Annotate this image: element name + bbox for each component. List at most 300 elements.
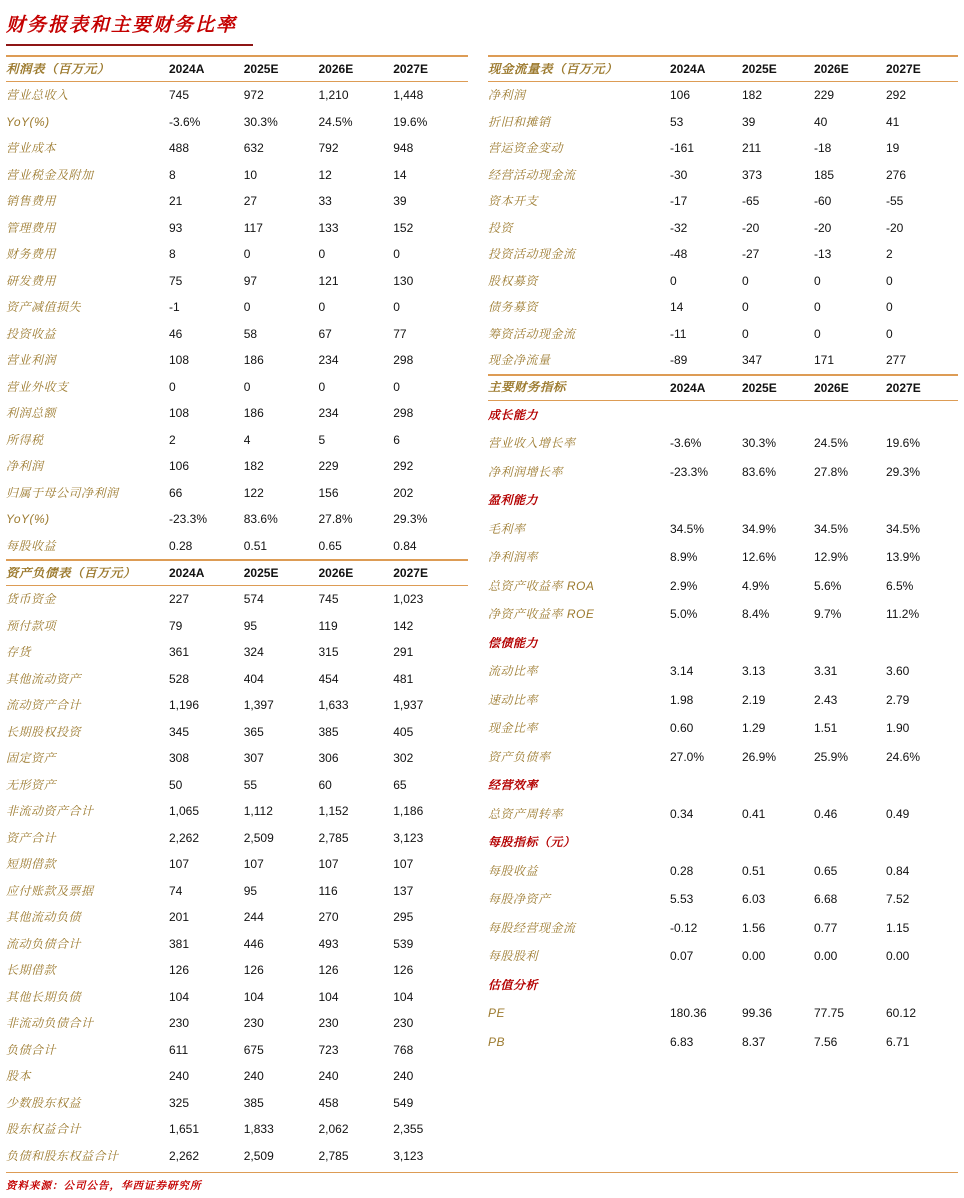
cell-value: 315 (318, 646, 339, 659)
table-row (6, 109, 468, 136)
table-row (488, 999, 958, 1028)
table-title: 主要财务指标 (488, 381, 567, 394)
table-row (6, 453, 468, 480)
cell-value: 745 (169, 89, 190, 102)
cell-value: -13 (814, 248, 832, 261)
cell-value: 0.28 (169, 539, 193, 552)
cell-value: 12.9% (814, 551, 849, 564)
table-row (6, 1037, 468, 1064)
cell-value: 126 (393, 964, 414, 977)
cell-value: 106 (670, 89, 691, 102)
row-label: 折旧和摊销 (488, 115, 551, 128)
cell-value: 0.46 (814, 807, 838, 820)
cell-value: 292 (393, 460, 414, 473)
row-label: 营业税金及附加 (6, 168, 94, 181)
table-row (6, 639, 468, 666)
cell-value: 2,509 (243, 831, 274, 844)
cell-value: -65 (742, 195, 760, 208)
row-label: 现金比率 (488, 722, 539, 735)
table-row (6, 1143, 468, 1170)
cell-value: 306 (318, 752, 339, 765)
cell-value: 79 (169, 619, 183, 632)
cell-value: 234 (318, 354, 339, 367)
cell-value: -20 (742, 221, 760, 234)
cell-value: 0.84 (886, 864, 910, 877)
column-header: 2025E (243, 567, 279, 579)
table-row (6, 1116, 468, 1143)
cell-value: 1,633 (318, 699, 349, 712)
table-row (6, 772, 468, 799)
row-label: 营业收入增长率 (488, 437, 576, 450)
cell-value: -30 (670, 168, 688, 181)
table-row (6, 984, 468, 1011)
cell-value: 0.51 (742, 864, 766, 877)
cell-value: -23.3% (169, 513, 208, 526)
cell-value: 528 (169, 672, 190, 685)
cell-value: 632 (243, 142, 264, 155)
cell-value: 26.9% (742, 750, 777, 763)
row-label: 营业利润 (6, 354, 57, 367)
cell-value: 2,262 (169, 831, 200, 844)
cell-value: 27.8% (318, 513, 353, 526)
table-row (6, 851, 468, 878)
row-label: 利润总额 (6, 407, 57, 420)
row-label: 其他流动资产 (6, 672, 82, 685)
table-row (6, 82, 468, 109)
cell-value: 723 (318, 1043, 339, 1056)
cell-value: 27.8% (814, 465, 849, 478)
cell-value: 12 (318, 168, 332, 181)
row-label: 货币资金 (6, 593, 57, 606)
row-label: 债务募资 (488, 301, 539, 314)
cell-value: 74 (169, 884, 183, 897)
cell-value: 298 (393, 354, 414, 367)
row-label: 每股收益 (6, 539, 57, 552)
cell-value: 1,196 (169, 699, 200, 712)
cell-value: 95 (243, 884, 258, 897)
cell-value: 0.65 (318, 539, 342, 552)
cell-value: 0.51 (243, 539, 268, 552)
table-row (6, 480, 468, 507)
page-title: 财务报表和主要财务比率 (6, 8, 253, 46)
row-label: 负债和股东权益合计 (6, 1149, 119, 1162)
column-header: 2025E (742, 63, 777, 75)
cell-value: -55 (886, 195, 904, 208)
cell-value: 5 (318, 433, 326, 446)
table-row (488, 188, 958, 215)
table-row (488, 857, 958, 886)
cell-value: 0.41 (742, 807, 766, 820)
cell-value: 104 (318, 990, 339, 1003)
column-header: 2026E (814, 63, 849, 75)
cell-value: 12.6% (742, 551, 777, 564)
cell-value: 230 (243, 1017, 264, 1030)
table-row (488, 657, 958, 686)
table-title: 现金流量表（百万元） (488, 62, 619, 76)
cell-value: 1,065 (169, 805, 200, 818)
cell-value: 34.9% (742, 522, 777, 535)
section-row (488, 401, 958, 430)
table-row (6, 321, 468, 348)
table-row (488, 429, 958, 458)
cell-value: 0 (318, 248, 326, 261)
cell-value: 0 (243, 248, 251, 261)
cell-value: 277 (886, 354, 907, 367)
row-label: 投资活动现金流 (488, 248, 576, 261)
table-row (488, 347, 958, 374)
cell-value: 3.14 (670, 665, 694, 678)
cell-value: 385 (243, 1096, 264, 1109)
table-row (6, 1063, 468, 1090)
cell-value: 308 (169, 752, 190, 765)
table-row (6, 745, 468, 772)
cell-value: 0 (742, 301, 749, 314)
table-row (6, 400, 468, 427)
cell-value: 186 (243, 354, 264, 367)
cell-value: 347 (742, 354, 763, 367)
cell-value: -48 (670, 248, 688, 261)
row-label: 财务费用 (6, 248, 57, 261)
cell-value: 454 (318, 672, 339, 685)
table-row (6, 188, 468, 215)
cell-value: 0 (393, 248, 400, 261)
cell-value: 307 (243, 752, 264, 765)
cell-value: 5.6% (814, 579, 842, 592)
cell-value: 121 (318, 274, 339, 287)
cell-value: 6.71 (886, 1035, 910, 1048)
section-label: 经营效率 (488, 779, 539, 792)
cell-value: 185 (814, 168, 835, 181)
table-row (6, 268, 468, 295)
cell-value: 142 (393, 619, 414, 632)
column-header: 2024A (169, 567, 205, 579)
row-label: 归属于母公司净利润 (6, 486, 119, 499)
cell-value: 0 (393, 301, 400, 314)
cell-value: 10 (243, 168, 258, 181)
table-row (488, 321, 958, 348)
cell-value: 171 (814, 354, 835, 367)
row-label: 投资 (488, 221, 514, 234)
table-row (6, 294, 468, 321)
row-label: 负债合计 (6, 1043, 57, 1056)
table-row (6, 1090, 468, 1117)
column-header: 2027E (886, 381, 921, 394)
key-indicators-header-row (488, 374, 958, 401)
cell-value: 55 (243, 778, 258, 791)
row-label: 短期借款 (6, 858, 57, 871)
cell-value: -23.3% (670, 465, 709, 478)
cell-value: 240 (318, 1070, 339, 1083)
row-label: 净资产收益率 ROE (488, 608, 595, 621)
cell-value: 291 (393, 646, 414, 659)
cell-value: 107 (318, 858, 339, 871)
cell-value: 229 (814, 89, 835, 102)
cell-value: 325 (169, 1096, 190, 1109)
cell-value: 0 (886, 301, 893, 314)
cell-value: 1,152 (318, 805, 349, 818)
cell-value: 95 (243, 619, 258, 632)
table-row (488, 600, 958, 629)
cell-value: -161 (670, 142, 695, 155)
row-label: 每股股利 (488, 950, 539, 963)
cell-value: 8 (169, 168, 176, 181)
cell-value: 83.6% (243, 513, 278, 526)
cell-value: 0.84 (393, 539, 417, 552)
cell-value: 6.68 (814, 893, 838, 906)
table-row (6, 957, 468, 984)
cell-value: 295 (393, 911, 414, 924)
row-label: 长期借款 (6, 964, 57, 977)
cell-value: 9.7% (814, 608, 842, 621)
left-column (6, 55, 468, 1169)
cell-value: 0 (670, 274, 677, 287)
cell-value: 229 (318, 460, 339, 473)
key-indicators-body (488, 401, 958, 1057)
cell-value: 675 (243, 1043, 264, 1056)
row-label: 流动资产合计 (6, 699, 82, 712)
cash-flow-header-row (488, 55, 958, 82)
table-row (488, 294, 958, 321)
cell-value: 5.0% (670, 608, 698, 621)
balance-sheet-table (6, 559, 468, 1169)
cell-value: 97 (243, 274, 258, 287)
row-label: 股本 (6, 1070, 32, 1083)
cell-value: 7.52 (886, 893, 910, 906)
table-row (6, 241, 468, 268)
row-label: 营业成本 (6, 142, 57, 155)
balance-sheet-body (6, 586, 468, 1169)
cell-value: 292 (886, 89, 907, 102)
balance-sheet-header-row (6, 559, 468, 586)
cell-value: 385 (318, 725, 339, 738)
row-label: PB (488, 1035, 506, 1048)
cell-value: 0.07 (670, 950, 694, 963)
row-label: 资产合计 (6, 831, 57, 844)
cell-value: 302 (393, 752, 414, 765)
row-label: 每股收益 (488, 864, 539, 877)
section-label: 每股指标（元） (488, 836, 576, 849)
cell-value: 182 (742, 89, 763, 102)
table-row (488, 515, 958, 544)
cell-value: 3,123 (393, 831, 424, 844)
cell-value: 182 (243, 460, 264, 473)
cell-value: 77.75 (814, 1007, 845, 1020)
cell-value: 34.5% (886, 522, 921, 535)
cell-value: 405 (393, 725, 414, 738)
cell-value: 230 (169, 1017, 190, 1030)
section-label: 偿债能力 (488, 636, 539, 649)
row-label: 其他流动负债 (6, 911, 82, 924)
cell-value: 3,123 (393, 1149, 424, 1162)
row-label: 总资产周转率 (488, 807, 564, 820)
cell-value: 39 (393, 195, 407, 208)
cell-value: 1,651 (169, 1123, 200, 1136)
cell-value: 93 (169, 221, 183, 234)
table-row (488, 914, 958, 943)
cell-value: 3.60 (886, 665, 910, 678)
cell-value: 46 (169, 327, 183, 340)
row-label: 流动负债合计 (6, 937, 82, 950)
cell-value: -0.12 (670, 921, 698, 934)
table-row (6, 135, 468, 162)
table-row (6, 666, 468, 693)
table-row (488, 268, 958, 295)
cell-value: 14 (670, 301, 684, 314)
table-row (6, 427, 468, 454)
cell-value: 41 (886, 115, 900, 128)
cell-value: 27.0% (670, 750, 705, 763)
cell-value: 1.29 (742, 722, 766, 735)
cell-value: 0.60 (670, 722, 694, 735)
row-label: 存货 (6, 646, 32, 659)
cell-value: 126 (169, 964, 190, 977)
cell-value: 1,397 (243, 699, 274, 712)
row-label: YoY(%) (6, 115, 50, 128)
cell-value: 240 (169, 1070, 190, 1083)
row-label: 净利润 (488, 89, 526, 102)
cell-value: 108 (169, 354, 190, 367)
income-statement-header-row (6, 55, 468, 82)
cell-value: 152 (393, 221, 414, 234)
table-row (488, 241, 958, 268)
cell-value: 458 (318, 1096, 339, 1109)
cell-value: 24.5% (318, 115, 353, 128)
row-label: 总资产收益率 ROA (488, 579, 595, 592)
cell-value: 230 (393, 1017, 414, 1030)
cell-value: 972 (243, 89, 264, 102)
section-row (488, 771, 958, 800)
cell-value: 2,062 (318, 1123, 349, 1136)
cell-value: -3.6% (169, 115, 201, 128)
row-label: 其他长期负债 (6, 990, 82, 1003)
cell-value: 8 (169, 248, 176, 261)
cell-value: 2.9% (670, 579, 698, 592)
cell-value: 8.4% (742, 608, 770, 621)
cell-value: 1,937 (393, 699, 424, 712)
cell-value: -11 (670, 327, 687, 340)
table-row (488, 135, 958, 162)
cell-value: 0 (742, 327, 749, 340)
cell-value: 19 (886, 142, 900, 155)
cell-value: 126 (243, 964, 264, 977)
cell-value: 6.83 (670, 1035, 694, 1048)
row-label: 资产负债率 (488, 750, 551, 763)
cell-value: 29.3% (393, 513, 428, 526)
cell-value: 40 (814, 115, 828, 128)
table-title: 利润表（百万元） (6, 62, 111, 76)
cell-value: 2 (886, 248, 893, 261)
cell-value: 156 (318, 486, 339, 499)
row-label: 经营活动现金流 (488, 168, 576, 181)
table-row (6, 931, 468, 958)
section-row (488, 971, 958, 1000)
key-indicators-table (488, 374, 958, 1057)
cell-value: 4 (243, 433, 251, 446)
column-header: 2027E (393, 567, 428, 579)
row-label: 研发费用 (6, 274, 57, 287)
row-label: 营运资金变动 (488, 142, 564, 155)
table-row (6, 586, 468, 613)
column-header: 2024A (670, 381, 706, 394)
cell-value: 39 (742, 115, 756, 128)
table-row (6, 825, 468, 852)
cell-value: 34.5% (670, 522, 705, 535)
cell-value: 0.65 (814, 864, 838, 877)
cell-value: 227 (169, 593, 190, 606)
cell-value: 2,509 (243, 1149, 274, 1162)
cell-value: 244 (243, 911, 264, 924)
table-row (488, 743, 958, 772)
table-row (6, 692, 468, 719)
table-row (6, 798, 468, 825)
row-label: 筹资活动现金流 (488, 327, 576, 340)
row-label: 少数股东权益 (6, 1096, 82, 1109)
cell-value: 75 (169, 274, 183, 287)
cell-value: 1.98 (670, 693, 694, 706)
cell-value: 404 (243, 672, 264, 685)
column-header: 2026E (814, 381, 849, 394)
cell-value: 107 (169, 858, 190, 871)
cell-value: 745 (318, 593, 339, 606)
cell-value: 0 (814, 301, 821, 314)
cell-value: 2.43 (814, 693, 838, 706)
cell-value: 1,023 (393, 593, 424, 606)
column-header: 2026E (318, 63, 354, 75)
table-row (488, 572, 958, 601)
cell-value: 0 (243, 380, 251, 393)
cell-value: 1,448 (393, 89, 424, 102)
table-row (6, 347, 468, 374)
row-label: 股权募资 (488, 274, 539, 287)
cell-value: 2.19 (742, 693, 766, 706)
cell-value: 0.28 (670, 864, 694, 877)
cell-value: 7.56 (814, 1035, 838, 1048)
section-row (488, 486, 958, 515)
table-row (6, 374, 468, 401)
cell-value: 201 (169, 911, 190, 924)
cell-value: 202 (393, 486, 414, 499)
cell-value: 107 (393, 858, 414, 871)
row-label: 净利润率 (488, 551, 539, 564)
table-row (488, 82, 958, 109)
table-row (6, 613, 468, 640)
table-row (488, 458, 958, 487)
cell-value: 0 (742, 274, 749, 287)
cell-value: 6.5% (886, 579, 914, 592)
cell-value: 104 (243, 990, 264, 1003)
cell-value: 324 (243, 646, 264, 659)
cell-value: 0 (169, 380, 176, 393)
cell-value: 117 (243, 221, 263, 234)
cell-value: 481 (393, 672, 414, 685)
row-label: 应付账款及票据 (6, 884, 94, 897)
row-label: 非流动资产合计 (6, 805, 94, 818)
cell-value: 13.9% (886, 551, 921, 564)
section-label: 估值分析 (488, 978, 539, 991)
cell-value: 33 (318, 195, 332, 208)
cell-value: 0 (243, 301, 251, 314)
table-row (6, 878, 468, 905)
cell-value: 65 (393, 778, 407, 791)
cell-value: 107 (243, 858, 264, 871)
cell-value: 126 (318, 964, 339, 977)
row-label: 所得税 (6, 433, 44, 446)
cell-value: 104 (393, 990, 414, 1003)
row-label: 速动比率 (488, 693, 539, 706)
cell-value: 611 (169, 1043, 189, 1056)
table-row (488, 162, 958, 189)
cell-value: 3.31 (814, 665, 838, 678)
